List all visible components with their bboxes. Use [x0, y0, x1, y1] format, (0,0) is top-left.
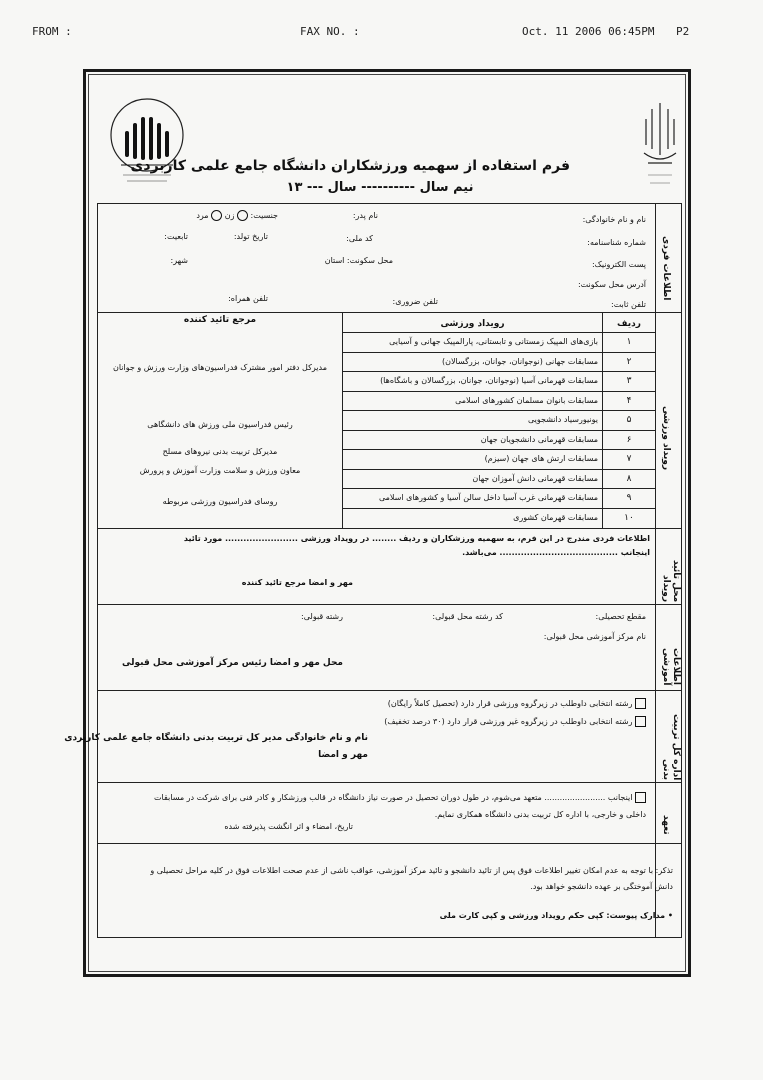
- male-label: مرد: [196, 211, 209, 220]
- residence-province-field[interactable]: محل سکونت: استان: [324, 256, 393, 265]
- emblem-logo: [640, 95, 680, 195]
- education-signature[interactable]: محل مهر و امضا رئیس مرکز آموزشی محل قبولی: [122, 658, 343, 668]
- event-row-number: ۲: [626, 356, 632, 367]
- event-row-name: مسابقات ارتش های جهان (سیزم): [484, 454, 598, 463]
- event-row-name: مسابقات قهرمانی دانشجویان جهان: [480, 434, 598, 444]
- father-name-field[interactable]: نام پدر:: [352, 211, 378, 220]
- event-row-divider: [342, 508, 655, 509]
- director-signature[interactable]: مهر و امضا: [318, 750, 368, 760]
- education-center-field[interactable]: نام مرکز آموزشی محل قبولی:: [543, 632, 646, 641]
- section-personal-label: اطلاعات فردی: [661, 235, 671, 300]
- fax-number: FAX NO. :: [300, 25, 360, 38]
- pledge-line-1: [154, 792, 646, 803]
- city-field[interactable]: شهر:: [170, 256, 188, 265]
- option-2-checkbox[interactable]: [635, 716, 646, 727]
- section-event-label: رویداد ورزشی: [661, 405, 671, 470]
- event-row-divider: [342, 371, 655, 372]
- reference-3: مدیرکل تربیت بدنی نیروهای مسلح: [162, 447, 278, 456]
- mobile-field[interactable]: تلفن همراه:: [228, 294, 268, 303]
- birth-date-field[interactable]: تاریخ تولد:: [233, 232, 268, 241]
- event-row-divider: [342, 391, 655, 392]
- event-row-divider: [342, 332, 655, 333]
- event-row-name: یونیورسیاد دانشجویی: [528, 415, 598, 424]
- director-name-line: نام و نام خانوادگی مدیر کل تربیت بدنی دانشگاه جامع علمی کاربردی: [64, 733, 368, 743]
- pledge-checkbox[interactable]: [635, 792, 646, 803]
- col-header-row: ردیف: [617, 319, 641, 329]
- education-level-field[interactable]: مقطع تحصیلی:: [595, 612, 646, 621]
- note-line-1: تذکر: با توجه به عدم امکان تغییر اطلاعات فوق پس از تائید دانشجو و تائید مرکز آموزشی، عواقب ناشی از عدم صحت اطلاعات فوق در کلیه مراحل تحصیلی و: [150, 866, 673, 875]
- option-nonsport-subgroup[interactable]: [384, 716, 646, 727]
- gender-field: [196, 210, 278, 221]
- confirm-signature[interactable]: مهر و امضا مرجع تائید کننده: [241, 578, 353, 587]
- col-header-reference: مرجع تائید کننده: [183, 315, 257, 325]
- university-logo: [105, 95, 190, 190]
- main-table: [97, 203, 682, 938]
- reference-5: روسای فدراسیون ورزشی مربوطه: [162, 497, 278, 506]
- event-row-name: مسابقات قهرمانی آسیا (نوجوانان، جوانان، بزرگسالان و باشگاه‌ها): [380, 376, 598, 385]
- form-subtitle: نیم سال ---------- سال --- ۱۳: [286, 180, 474, 195]
- event-row-number: ۳: [626, 376, 632, 386]
- event-row-divider: [342, 352, 655, 353]
- reference-1: مدیرکل دفتر امور مشترک فدراسیون‌های وزارت ورزش و جوانان: [112, 363, 328, 372]
- event-row-name: مسابقات قهرمانی غرب آسیا داخل سالن آسیا و کشورهای اسلامی: [378, 493, 598, 502]
- confirm-line-1: اطلاعات فردی مندرج در این فرم، به سهمیه ورزشکاران و ردیف ........ در رویداد ورزشی ........................ مورد تائید: [183, 534, 650, 543]
- male-radio[interactable]: [211, 210, 222, 221]
- national-code-field[interactable]: کد ملی:: [346, 234, 373, 243]
- option-1-checkbox[interactable]: [635, 698, 646, 709]
- email-field[interactable]: پست الکترونیک:: [591, 260, 646, 269]
- event-row-divider: [342, 410, 655, 411]
- accepted-field[interactable]: رشته قبولی:: [301, 612, 343, 621]
- pledge-signature[interactable]: تاریخ، امضاء و اثر انگشت پذیرفته شده: [224, 822, 353, 831]
- note-line-2: دانش آموختگی بر عهده دانشجو خواهد بود.: [530, 882, 673, 891]
- option-sport-subgroup[interactable]: [388, 698, 646, 709]
- event-row-name: مسابقات جهانی (نوجوانان، جوانان، بزرگسالان): [441, 356, 598, 366]
- event-row-number: ۹: [626, 493, 632, 503]
- event-row-number: ۶: [626, 434, 632, 445]
- event-row-number: ۱۰: [624, 512, 634, 523]
- gender-label: جنسیت:: [250, 211, 278, 220]
- event-row-number: ۴: [626, 395, 632, 406]
- section-education-label: اطلاعات آموزشی: [661, 647, 681, 685]
- nationality-field[interactable]: تابعیت:: [164, 232, 188, 241]
- phone-field[interactable]: تلفن ثابت:: [611, 300, 646, 309]
- attachments-text: مدارک پیوست: کپی حکم رویداد ورزشی و کپی کارت ملی: [439, 911, 666, 920]
- address-field[interactable]: آدرس محل سکونت:: [577, 280, 646, 289]
- id-number-field[interactable]: شماره شناسنامه:: [587, 238, 646, 247]
- fax-from: FROM :: [32, 25, 72, 38]
- section-pledge-label: تعهد: [661, 815, 671, 835]
- field-code-field[interactable]: کد رشته محل قبولی:: [432, 612, 503, 621]
- option-2-label: رشته انتخابی داوطلب در زیرگروه غیر ورزشی قرار دارد (۳۰ درصد تخفیف): [384, 717, 633, 726]
- section-office-label: اداره کل تربیت بدنی: [661, 713, 681, 780]
- event-row-divider: [342, 430, 655, 431]
- confirm-line-2: اینجانب ....................................... می‌باشد.: [462, 548, 650, 557]
- female-radio[interactable]: [237, 210, 248, 221]
- attachments-note: • مدارک پیوست: کپی حکم رویداد ورزشی و کپی کارت ملی: [439, 911, 673, 920]
- form-title: فرم استفاده از سهمیه ورزشکاران دانشگاه جامع علمی کاربردی: [130, 158, 570, 174]
- event-row-divider: [342, 469, 655, 470]
- event-row-name: مسابقات قهرمان کشوری: [513, 512, 598, 522]
- event-row-number: ۸: [626, 473, 632, 484]
- col-header-event: رویداد ورزشی: [440, 319, 505, 329]
- pledge-line-2: داخلی و خارجی، با اداره کل تربیت بدنی دانشگاه همکاری نمایم.: [434, 810, 646, 819]
- event-row-number: ۵: [626, 415, 632, 425]
- option-1-label: رشته انتخابی داوطلب در زیرگروه ورزشی قرار دارد (تحصیل کاملاً رایگان): [387, 699, 633, 708]
- section-confirm-label: محل تائید رویداد: [661, 559, 681, 602]
- pledge-text-1: اینجانب ........................ متعهد می‌شوم، در طول دوران تحصیل در صورت نیاز دانشگاه در قالب ورزشکار و کادر فنی برای شرکت در مسابقات: [154, 793, 633, 802]
- reference-4: معاون ورزش و سلامت وزارت آموزش و پرورش: [139, 466, 301, 475]
- female-label: زن: [224, 211, 235, 220]
- reference-2: رئیس فدراسیون ملی ورزش های دانشگاهی: [147, 420, 293, 429]
- fax-page: P2: [676, 25, 690, 38]
- event-row-number: ۱: [626, 337, 632, 347]
- name-field[interactable]: نام و نام خانوادگی:: [582, 215, 646, 224]
- event-row-name: مسابقات بانوان مسلمان کشورهای اسلامی: [455, 395, 598, 405]
- event-row-divider: [342, 449, 655, 450]
- fax-date: Oct. 11 2006 06:45PM: [522, 25, 655, 38]
- event-row-name: بازی‌های المپیک زمستانی و تابستانی، پارالمپیک جهانی و آسیایی: [389, 337, 598, 346]
- emergency-phone-field[interactable]: تلفن ضروری:: [392, 297, 438, 306]
- event-row-name: مسابقات قهرمانی دانش آموزان جهان: [472, 473, 598, 483]
- event-row-number: ۷: [626, 454, 632, 464]
- event-row-divider: [342, 488, 655, 489]
